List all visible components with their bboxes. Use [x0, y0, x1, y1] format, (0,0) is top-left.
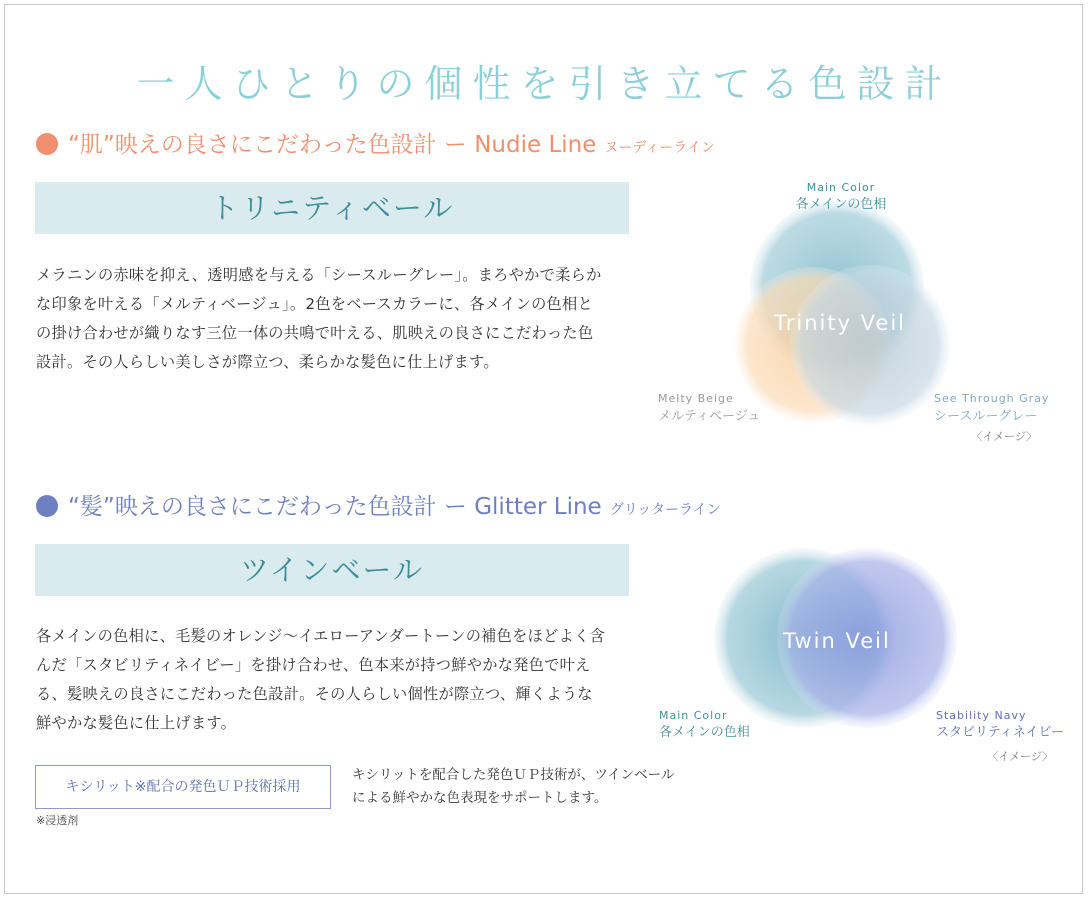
- see-through-gray-label-en: See Through Gray: [934, 392, 1050, 405]
- nudie-line-heading: [36, 126, 715, 159]
- twin-veil-center-label: Twin Veil: [783, 629, 891, 653]
- main-color-twin-label-en: Main Color: [659, 709, 728, 722]
- trinity-veil-center-label: Trinity Veil: [773, 311, 907, 335]
- trinity-veil-title: トリニティベール: [35, 182, 629, 234]
- main-color-label-en: Main Color: [806, 181, 876, 194]
- stability-navy-label-ja: スタビリティネイビー: [936, 725, 1064, 740]
- main-color-label-ja: 各メインの色相: [795, 197, 887, 212]
- tech-description: キシリットを配合した発色ＵＰ技術が、ツインベールによる鮮やかな色表現をサポートします。: [352, 767, 675, 806]
- main-color-twin-label-ja: 各メインの色相: [659, 725, 750, 740]
- twin-veil-diagram: [650, 540, 1070, 770]
- trinity-veil-image-note: 〈イメージ〉: [971, 430, 1037, 443]
- melty-beige-label-ja: メルティベージュ: [658, 409, 761, 424]
- glitter-description: 各メインの色相に、毛髪のオレンジ〜イエローアンダートーンの補色をほどよく含んだ「スタビリティネイビー」を掛け合わせ、色本来が持つ鮮やかな発色で叶える、髪映えの良さにこだわった色設計。その人らしい個性が際立つ、輝くような鮮やかな髪色に仕上げます。: [36, 627, 606, 732]
- glitter-bullet-icon: [36, 495, 58, 517]
- see-through-gray-label-ja: シースルーグレー: [934, 409, 1038, 424]
- nudie-heading-text: “肌”映えの良さにこだわった色設計 ー Nudie Line: [68, 132, 597, 158]
- twin-veil-image-note: 〈イメージ〉: [987, 750, 1053, 763]
- glitter-heading-sub: グリッターライン: [609, 502, 721, 518]
- footnote: ※浸透剤: [36, 814, 79, 827]
- glitter-heading-text: “髪”映えの良さにこだわった色設計 ー Glitter Line: [68, 494, 602, 520]
- xylitol-tech-badge: キシリット※配合の発色ＵＰ技術採用: [35, 765, 331, 809]
- see-through-gray-circle: [790, 265, 950, 425]
- nudie-description: メラニンの赤味を抑え、透明感を与える「シースルーグレー」。まろやかで柔らかな印象を叶える「メルティベージュ」。2色をベースカラーに、各メインの色相との掛け合わせが織りなす三位一体の共鳴で叶える、肌映えの良さにこだわった色設計。その人らしい美しさが際立つ、柔らかな髪色に仕上げます。: [36, 266, 602, 371]
- nudie-bullet-icon: [36, 133, 58, 155]
- trinity-veil-diagram: [650, 170, 1070, 460]
- glitter-line-heading: [36, 488, 721, 521]
- stability-navy-label-en: Stability Navy: [936, 709, 1027, 722]
- twin-veil-title: ツインベール: [35, 544, 629, 596]
- melty-beige-label-en: Melty Beige: [658, 392, 734, 405]
- nudie-heading-sub: ヌーディーライン: [604, 140, 715, 156]
- page-title: 一人ひとりの個性を引き立てる色設計: [136, 62, 953, 107]
